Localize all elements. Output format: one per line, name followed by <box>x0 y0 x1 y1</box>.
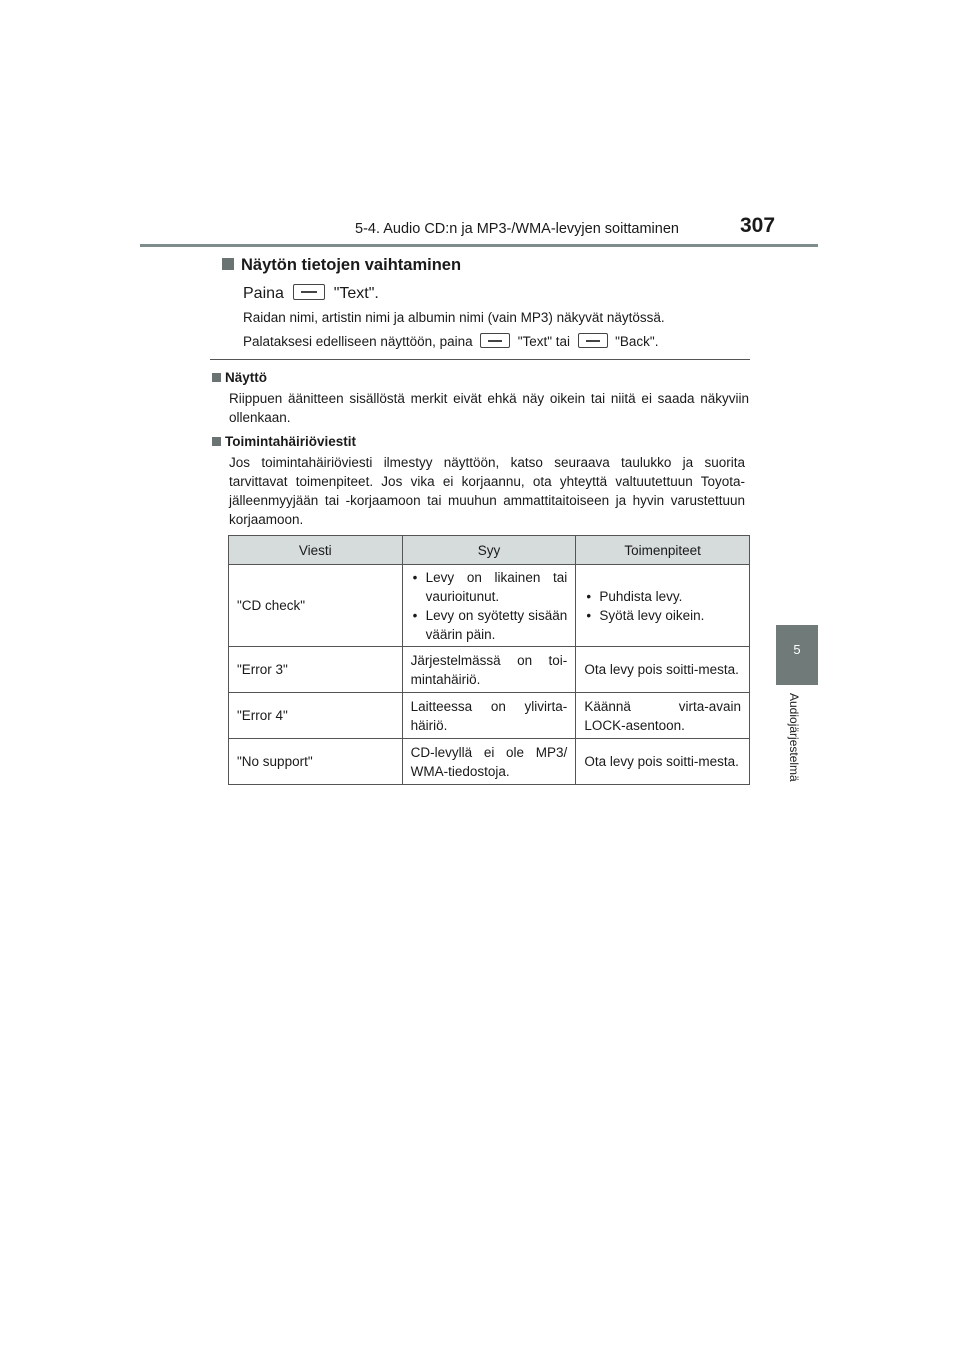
p2-text-c: "Back". <box>615 334 659 349</box>
table-cell-action: Ota levy pois soitti-mesta. <box>576 647 750 693</box>
note-heading-errors-text: Toimintahäiriöviestit <box>225 434 357 449</box>
button-icon <box>578 333 608 348</box>
press-prefix: Paina <box>243 285 284 302</box>
list-item: • Syötä levy oikein. <box>584 606 741 625</box>
note-display-text: Riippuen äänitteen sisällöstä merkit eivät ehkä näy oikein tai niitä ei saada näkyviin ollenkaan. <box>229 391 749 425</box>
table-row <box>229 739 750 785</box>
note-heading-display-text: Näyttö <box>225 370 268 385</box>
table-cell-message: "No support" <box>229 739 403 785</box>
list-item: • Levy on likainen tai vaurioitunut. <box>411 568 568 606</box>
chapter-title: 5-4. Audio CD:n ja MP3-/WMA-levyjen soittaminen <box>355 221 679 237</box>
table-row <box>229 565 750 647</box>
table-cell-action: Ota levy pois soitti-mesta. <box>576 739 750 785</box>
button-icon <box>480 333 510 348</box>
table-header: Syy <box>402 536 576 565</box>
section-heading <box>222 256 461 275</box>
page-number: 307 <box>740 214 776 237</box>
note-heading-display <box>212 370 267 385</box>
table-cell-action <box>576 565 750 647</box>
chapter-tab-number: 5 <box>793 642 801 657</box>
table-cell-message: "CD check" <box>229 565 403 647</box>
table-row <box>229 693 750 739</box>
table-cell-message: "Error 4" <box>229 693 403 739</box>
square-bullet-icon <box>212 437 221 446</box>
table-cell-action: Käännä virta-avain LOCK-asentoon. <box>576 693 750 739</box>
chapter-tab-label-area <box>776 685 818 805</box>
square-bullet-icon <box>212 373 221 382</box>
header-divider <box>140 244 818 247</box>
table-cell-cause: Järjestelmässä on toi-mintahäiriö. <box>402 647 576 693</box>
table-header-row <box>229 536 750 565</box>
press-suffix: "Text". <box>333 285 379 302</box>
p2-text-a: Palataksesi edelliseen näyttöön, paina <box>243 334 473 349</box>
table-cell-message: "Error 3" <box>229 647 403 693</box>
table-cell-cause <box>402 565 576 647</box>
list-item: • Puhdista levy. <box>584 587 741 606</box>
section-paragraph-2 <box>243 333 658 349</box>
press-instruction <box>243 284 379 303</box>
note-heading-errors <box>212 434 356 449</box>
square-bullet-icon <box>222 258 234 270</box>
button-icon <box>293 284 325 300</box>
table-row <box>229 647 750 693</box>
section-divider <box>210 359 750 360</box>
section-paragraph-1: Raidan nimi, artistin nimi ja albumin nimi (vain MP3) näkyvät näytössä. <box>243 310 665 325</box>
chapter-tab-label: Audiojärjestelmä <box>787 693 801 782</box>
note-errors-text: Jos toimintahäiriöviesti ilmestyy näyttöön, katso seuraava taulukko ja suorita tarvittavat toimenpiteet. Jos vika ei korjaannu, ota yhteyttä valtuutettuun Toyota-jälleenmyyjään tai -korjaamoon tai muuhun ammattitaitoiseen ja hyvin varustettuun korjaamoon. <box>229 455 745 527</box>
p2-text-b: "Text" tai <box>517 334 571 349</box>
error-messages-table <box>228 535 750 785</box>
table-header: Toimenpiteet <box>576 536 750 565</box>
list-item: • Levy on syötetty sisään väärin päin. <box>411 606 568 644</box>
section-heading-text: Näytön tietojen vaihtaminen <box>241 256 462 274</box>
chapter-tab <box>776 625 818 685</box>
table-cell-cause: Laitteessa on ylivirta-häiriö. <box>402 693 576 739</box>
table-header: Viesti <box>229 536 403 565</box>
table-cell-cause: CD-levyllä ei ole MP3/ WMA-tiedostoja. <box>402 739 576 785</box>
